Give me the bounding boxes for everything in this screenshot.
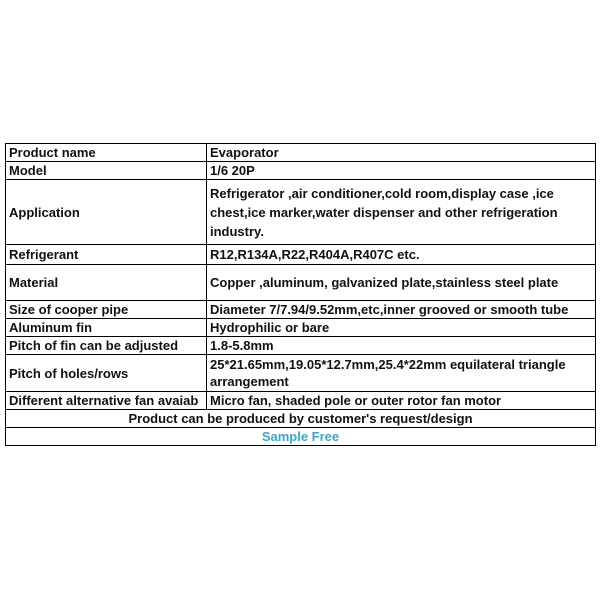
table-row — [6, 245, 596, 265]
row-value: 1.8-5.8mm — [207, 337, 596, 355]
custom-production-note: Product can be produced by customer's request/design — [6, 410, 596, 428]
row-value: 25*21.65mm,19.05*12.7mm,25.4*22mm equilateral triangle arrangement — [207, 355, 596, 392]
table-row — [6, 355, 596, 392]
table-row — [6, 410, 596, 428]
row-label: Refrigerant — [6, 245, 207, 265]
spec-table — [5, 143, 596, 446]
row-value: Micro fan, shaded pole or outer rotor fan motor — [207, 392, 596, 410]
table-row — [6, 428, 596, 446]
row-value: Diameter 7/7.94/9.52mm,etc,inner grooved or smooth tube — [207, 301, 596, 319]
table-row — [6, 392, 596, 410]
row-label: Size of cooper pipe — [6, 301, 207, 319]
sample-free-note: Sample Free — [6, 428, 596, 446]
row-value: Evaporator — [207, 144, 596, 162]
row-value: Hydrophilic or bare — [207, 319, 596, 337]
table-row — [6, 162, 596, 180]
row-label: Aluminum fin — [6, 319, 207, 337]
table-row — [6, 144, 596, 162]
table-row — [6, 337, 596, 355]
row-value: 1/6 20P — [207, 162, 596, 180]
row-label: Different alternative fan avaiab — [6, 392, 207, 410]
table-row — [6, 319, 596, 337]
row-label: Material — [6, 265, 207, 301]
row-label: Pitch of fin can be adjusted — [6, 337, 207, 355]
row-value: Refrigerator ,air conditioner,cold room,display case ,ice chest,ice marker,water dispenser and other refrigeration industry. — [207, 180, 596, 245]
row-label: Application — [6, 180, 207, 245]
row-label: Pitch of holes/rows — [6, 355, 207, 392]
row-label: Model — [6, 162, 207, 180]
row-value: R12,R134A,R22,R404A,R407C etc. — [207, 245, 596, 265]
table-row — [6, 301, 596, 319]
row-value: Copper ,aluminum, galvanized plate,stainless steel plate — [207, 265, 596, 301]
table-row — [6, 265, 596, 301]
table-row — [6, 180, 596, 245]
row-label: Product name — [6, 144, 207, 162]
